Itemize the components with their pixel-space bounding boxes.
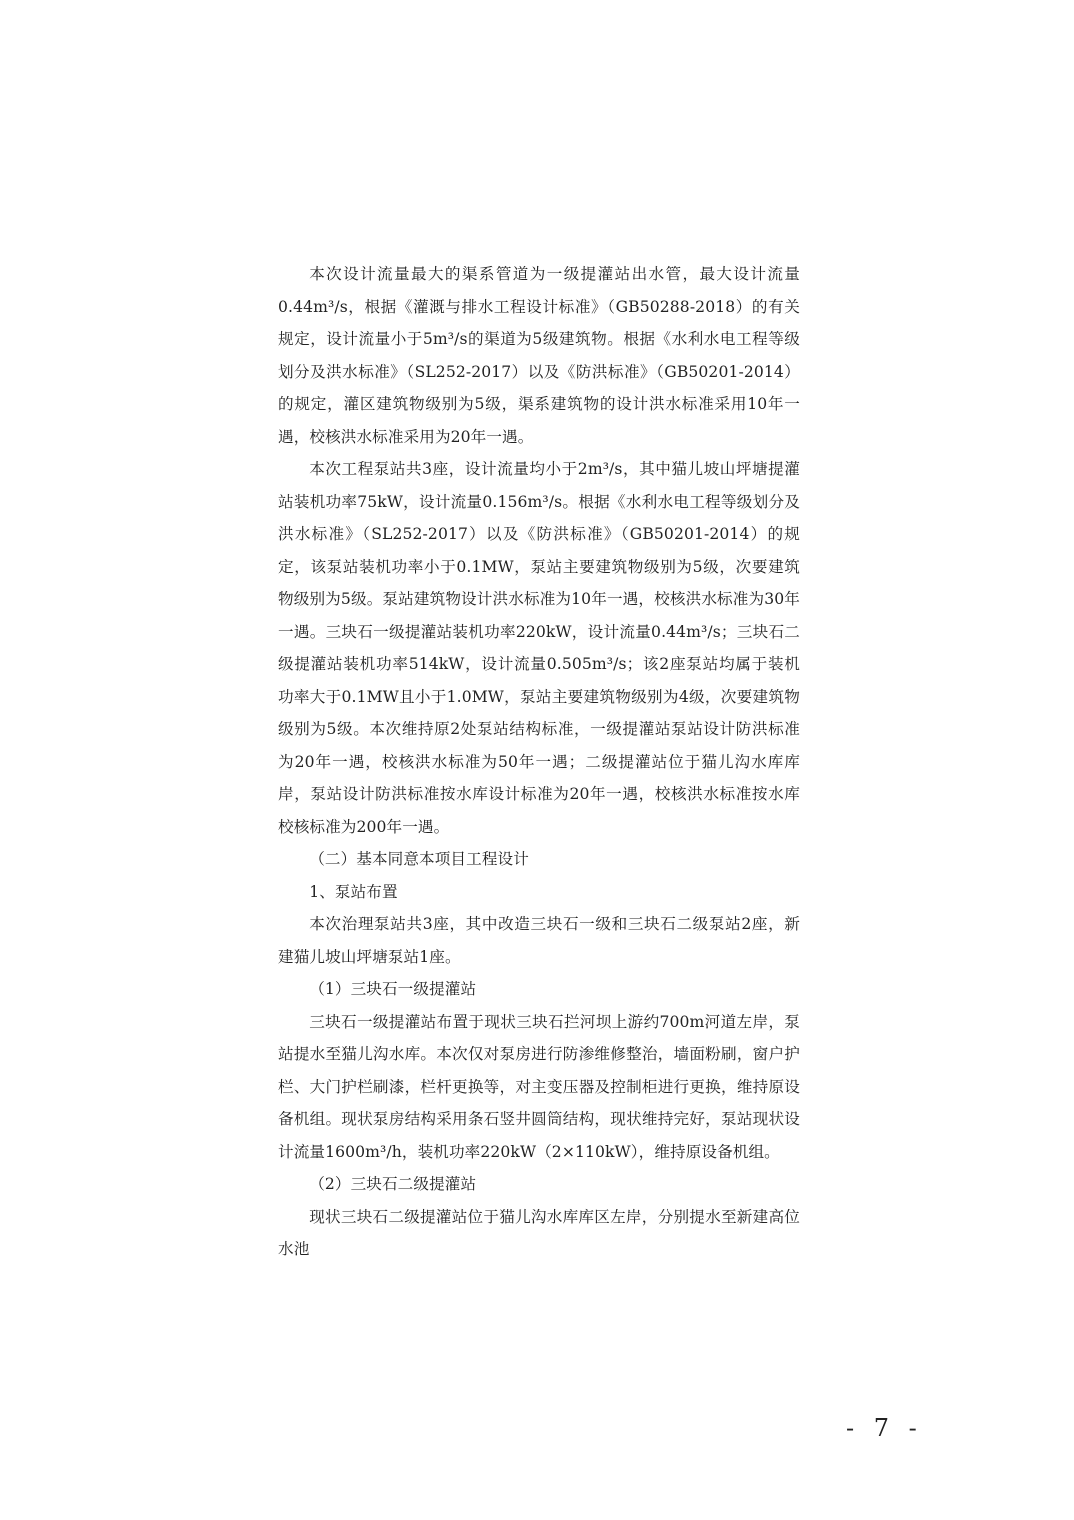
section-heading-engineering-design: （二）基本同意本项目工程设计 (309, 850, 529, 868)
paragraph-station-one: 三块石一级提灌站布置于现状三块石拦河坝上游约700m河道左岸，泵站提水至猫儿沟水库。本次仅对泵房进行防渗维修整治，墙面粉刷，窗户护栏、大门护栏刷漆，栏杆更换等，对主变压器及控制柜进行更换，维持原设备机组。现状泵房结构采用条石竖井圆筒结构，现状维持完好，泵站现状设计流量1600m³/h，装机功率220kW（2×110kW），维持原设备机组。 (278, 1012, 800, 1161)
item-heading-station-one: （1）三块石一级提灌站 (309, 980, 477, 998)
paragraph-station-two: 现状三块石二级提灌站位于猫儿沟水库库区左岸，分别提水至新建高位水池 (278, 1207, 800, 1258)
item-heading-station-two: （2）三块石二级提灌站 (309, 1175, 477, 1193)
paragraph-pump-stations: 本次工程泵站共3座，设计流量均小于2m³/s，其中猫儿坡山坪塘提灌站装机功率75kW，设计流量0.156m³/s。根据《水利水电工程等级划分及洪水标准》（SL252-2017）以及《防洪标准》（GB50201-2014）的规定，该泵站装机功率小于0.1MW，泵站主要建筑物级别为5级，次要建筑物级别为5级。泵站建筑物设计洪水标准为10年一遇，校核洪水标准为30年一遇。三块石一级提灌站装机功率220kW，设计流量0.44m³/s；三块石二级提灌站装机功率514kW，设计流量0.505m³/s；该2座泵站均属于装机功率大于0.1MW且小于1.0MW，泵站主要建筑物级别为4级，次要建筑物级别为5级。本次维持原2处泵站结构标准，一级提灌站泵站设计防洪标准为20年一遇，校核洪水标准为50年一遇；二级提灌站位于猫儿沟水库库岸，泵站设计防洪标准按水库设计标准为20年一遇，校核洪水标准按水库校核标准为200年一遇。 (278, 460, 800, 836)
subsection-heading-pump-layout: 1、泵站布置 (309, 882, 398, 901)
document-body (278, 258, 800, 1266)
paragraph-design-flow: 本次设计流量最大的渠系管道为一级提灌站出水管，最大设计流量0.44m³/s，根据《灌溉与排水工程设计标准》（GB50288-2018）的有关规定，设计流量小于5m³/s的渠道为5级建筑物。根据《水利水电工程等级划分及洪水标准》（SL252-2017）以及《防洪标准》（GB50201-2014）的规定，灌区建筑物级别为5级，渠系建筑物的设计洪水标准采用10年一遇，校核洪水标准采用为20年一遇。 (278, 265, 800, 446)
paragraph-pump-overview: 本次治理泵站共3座，其中改造三块石一级和三块石二级泵站2座，新建猫儿坡山坪塘泵站1座。 (278, 915, 800, 966)
page-number: - 7 - (846, 1414, 923, 1442)
